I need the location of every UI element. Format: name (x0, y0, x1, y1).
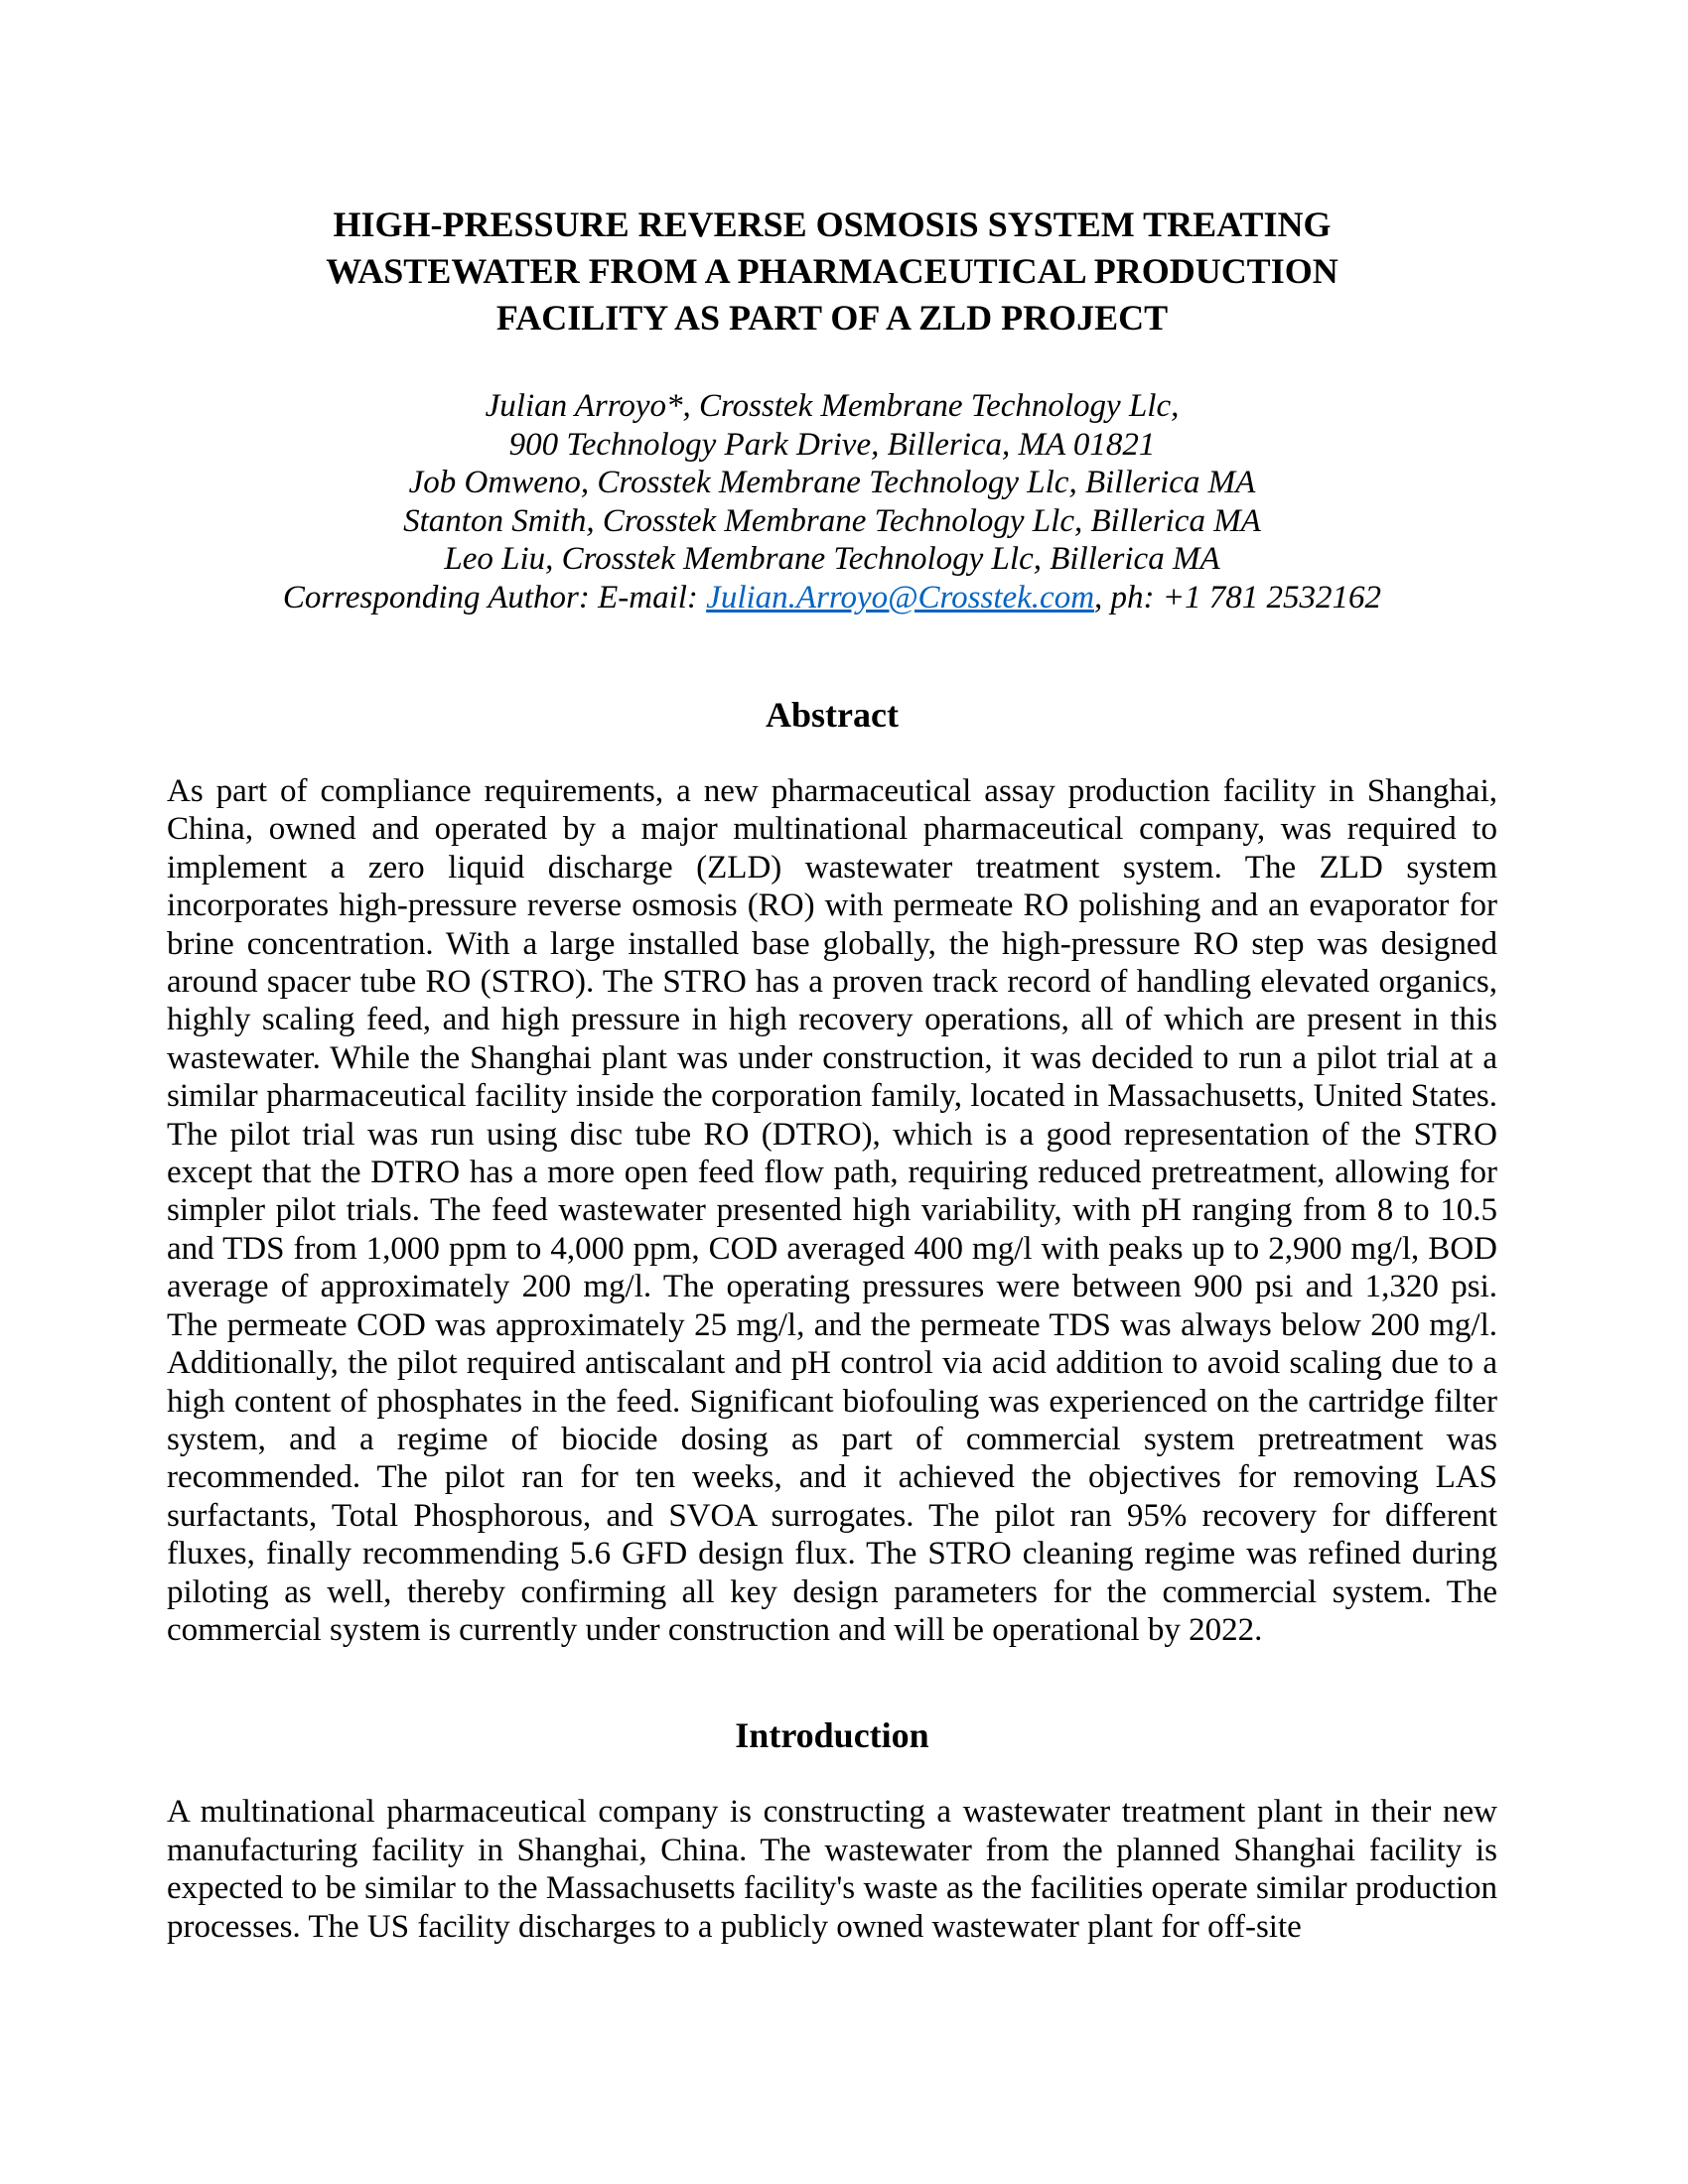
author-line-1: Julian Arroyo*, Crosstek Membrane Technology Llc, (485, 388, 1180, 424)
paper-title-line-1: HIGH-PRESSURE REVERSE OSMOSIS SYSTEM TREATING (333, 205, 1332, 244)
abstract-heading: Abstract (766, 695, 899, 735)
author-block (167, 387, 1497, 616)
corresponding-author-prefix: Corresponding Author: E-mail: (282, 579, 707, 615)
author-affiliation-address: 900 Technology Park Drive, Billerica, MA 01821 (508, 426, 1156, 463)
paper-title (167, 202, 1497, 341)
email-link[interactable]: Julian.Arroyo@Crosstek.com (706, 579, 1095, 615)
corresponding-author-line (167, 579, 1497, 617)
paper-title-line-2: WASTEWATER FROM A PHARMACEUTICAL PRODUCTION (326, 251, 1338, 291)
paper-title-line-3: FACILITY AS PART OF A ZLD PROJECT (495, 298, 1169, 338)
corresponding-author-suffix: , ph: +1 781 2532162 (1094, 579, 1382, 615)
introduction-body: A multinational pharmaceutical company is constructing a wastewater treatment plant in their new manufacturing facility in Shanghai, China. The wastewater from the planned Shanghai facility is expected to be similar to the Massachusetts facility's waste as the facilities operate similar production processes. The US facility discharges to a publicly owned wastewater plant for off-site (167, 1794, 1497, 1945)
introduction-heading: Introduction (735, 1715, 929, 1756)
author-line-2: Job Omweno, Crosstek Membrane Technology Llc, Billerica MA (408, 465, 1256, 500)
author-line-3: Stanton Smith, Crosstek Membrane Technology Llc, Billerica MA (403, 502, 1261, 539)
abstract-body: As part of compliance requirements, a new pharmaceutical assay production facility in Shanghai, China, owned and operated by a major multinational pharmaceutical company, was required to implement a zero liquid discharge (ZLD) wastewater treatment system. The ZLD system incorporates high-pressure reverse osmosis (RO) with permeate RO polishing and an evaporator for brine concentration. With a large installed base globally, the high-pressure RO step was designed around spacer tube RO (STRO). The STRO has a proven track record of handling elevated organics, highly scaling feed, and high pressure in high recovery operations, all of which are present in this wastewater. While the Shanghai plant was under construction, it was decided to run a pilot trial at a similar pharmaceutical facility inside the corporation family, located in Massachusetts, United States. The pilot trial was run using disc tube RO (DTRO), which is a good representation of the STRO except that the DTRO has a more open feed flow path, requiring reduced pretreatment, allowing for simpler pilot trials. The feed wastewater presented high variability, with pH ranging from 8 to 10.5 and TDS from 1,000 ppm to 4,000 ppm, COD averaged 400 mg/l with peaks up to 2,900 mg/l, BOD average of approximately 200 mg/l. The operating pressures were between 900 psi and 1,320 psi. The permeate COD was approximately 25 mg/l, and the permeate TDS was always below 200 mg/l. Additionally, the pilot required antiscalant and pH control via acid addition to avoid scaling due to a high content of phosphates in the feed. Significant biofouling was experienced on the cartridge filter system, and a regime of biocide dosing as part of commercial system pretreatment was recommended. The pilot ran for ten weeks, and it achieved the objectives for removing LAS surfactants, Total Phosphorous, and SVOA surrogates. The pilot ran 95% recovery for different fluxes, finally recommending 5.6 GFD design flux. The STRO cleaning regime was refined during piloting as well, thereby confirming all key design parameters for the commercial system. The commercial system is currently under construction and will be operational by 2022. (167, 773, 1497, 1648)
author-line-4: Leo Liu, Crosstek Membrane Technology Llc, Billerica MA (444, 541, 1220, 577)
